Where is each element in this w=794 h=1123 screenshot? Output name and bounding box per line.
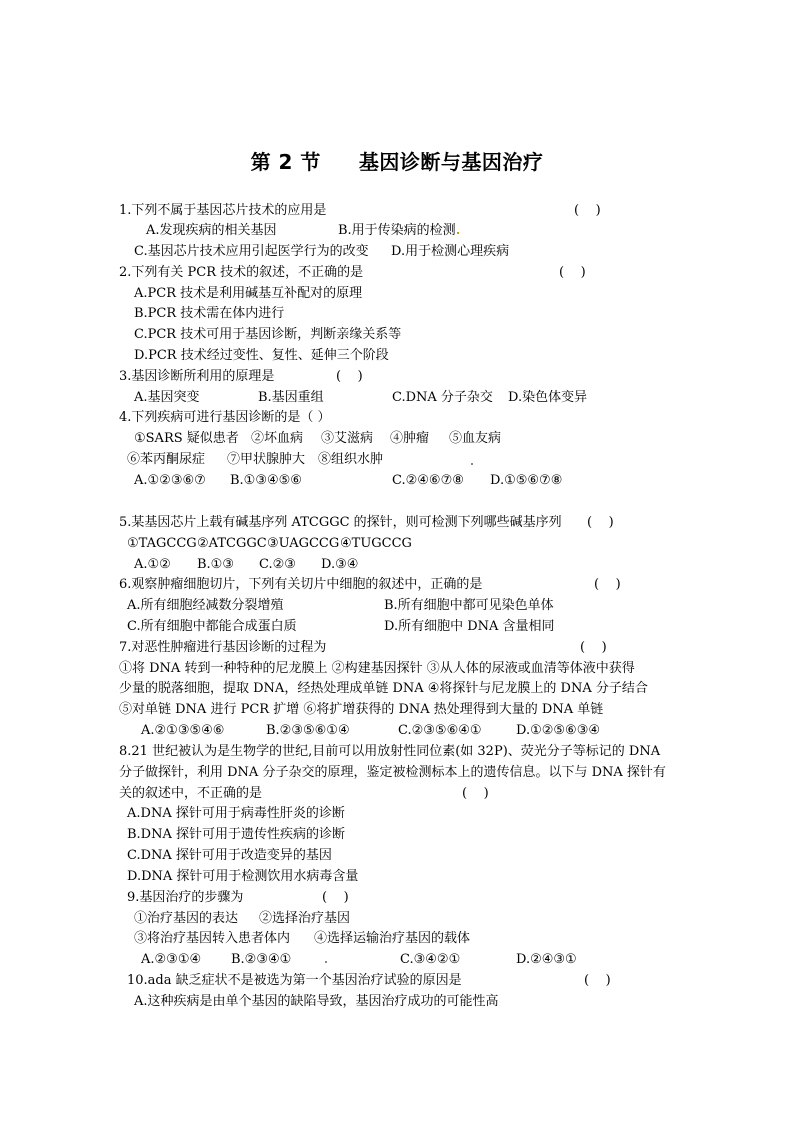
option-cell: ③UAGCCG: [267, 536, 340, 551]
option-cell: D.染色体变异: [508, 390, 588, 405]
question-line-q1-ab: [146, 222, 666, 240]
option-cell: B.所有细胞中都可见染色单体: [384, 598, 554, 613]
question-line-q7-opts: [141, 722, 661, 740]
question-line-q4-items1: [134, 430, 654, 448]
option-cell: D.用于检测心理疾病: [391, 244, 510, 259]
question-line-q10-a: [134, 993, 499, 1011]
answer-bracket: ( ): [322, 890, 349, 905]
option-cell: ⑧组织水肿: [318, 452, 384, 467]
option-cell: ⑥苯丙酮尿症: [127, 452, 206, 467]
line-text: B.DNA 探针可用于遗传性疾病的诊断: [127, 827, 346, 842]
line-text: 4.下列疾病可进行基因诊断的是（ ）: [119, 410, 331, 425]
question-line-q7-l3: [119, 701, 603, 719]
answer-bracket: ( ): [462, 786, 489, 801]
option-cell: D.①⑤⑥⑦⑧: [490, 473, 563, 488]
question-line-q4: [119, 409, 331, 427]
option-cell: B.①③④⑤⑥: [230, 473, 302, 488]
line-text: 关的叙述中，不正确的是: [119, 786, 263, 801]
question-line-q7-l2: [119, 680, 648, 698]
question-line-q2-d: [134, 347, 389, 365]
line-text: 分子做探针，利用 DNA 分子杂交的原理，鉴定被检测标本上的遗传信息。以下与 DNA 探针有: [119, 765, 666, 780]
question-line-q2-b: [134, 305, 284, 323]
option-cell: ②选择治疗基因: [259, 911, 351, 926]
line-text: B.PCR 技术需在体内进行: [134, 306, 285, 321]
question-line-q7-l1: [119, 660, 635, 678]
option-cell: C.基因芯片技术应用引起医学行为的改变: [134, 244, 369, 259]
question-line-q2-c: [134, 326, 401, 344]
question-line-q9-items2: [134, 930, 654, 948]
line-text: C.PCR 技术可用于基因诊断，判断亲缘关系等: [134, 327, 402, 342]
option-cell: B.用于传染病的检测: [338, 223, 456, 238]
option-cell: B.②③⑤⑥①④: [266, 723, 350, 738]
question-line-q4-opts: [134, 472, 654, 490]
answer-bracket: ( ): [584, 973, 611, 988]
answer-bracket: ( ): [580, 640, 607, 655]
line-text: ⑤对单链 DNA 进行 PCR 扩增 ⑥将扩增获得的 DNA 热处理得到大量的 DNA 单链: [119, 702, 604, 717]
line-text: 1.下列不属于基因芯片技术的应用是: [119, 203, 327, 218]
question-line-q8-a: [127, 805, 345, 823]
question-line-q2-a: [134, 285, 362, 303]
option-cell: ⑦甲状腺肿大: [227, 452, 306, 467]
answer-bracket: ( ): [587, 515, 614, 530]
line-text: 2.下列有关 PCR 技术的叙述，不正确的是: [119, 265, 364, 280]
option-cell: A.发现疾病的相关基因: [146, 223, 277, 238]
option-cell: ④选择运输治疗基因的载体: [314, 931, 471, 946]
option-cell: ②ATCGGC: [197, 536, 267, 551]
stray-mark: [471, 463, 473, 465]
question-line-q6-ab: [127, 597, 647, 615]
option-cell: D.所有细胞中 DNA 含量相同: [384, 619, 555, 634]
question-line-q8-l3: [119, 785, 262, 803]
question-line-q3-opts: [134, 389, 654, 407]
question-line-q9-opts: [141, 951, 661, 969]
option-cell: B.基因重组: [258, 390, 324, 405]
option-cell: ④肿瘤: [390, 431, 430, 446]
line-text: A.这种疾病是由单个基因的缺陷导致，基因治疗成功的可能性高: [134, 994, 499, 1009]
line-text: 8.21 世纪被认为是生物学的世纪,目前可以用放射性同位素(如 32P)、荧光分子等标记的 DNA: [119, 744, 661, 759]
option-cell: C.DNA 分子杂交: [392, 390, 493, 405]
question-line-q8-c: [127, 847, 332, 865]
question-line-q8-l2: [119, 764, 666, 782]
question-line-q9-items1: [134, 910, 654, 928]
question-line-q6: [119, 576, 482, 594]
line-text: D.DNA 探针可用于检测饮用水病毒含量: [127, 869, 359, 884]
stray-mark: [457, 232, 459, 234]
question-line-q2: [119, 264, 363, 282]
line-text: 10.ada 缺乏症状不是被选为第一个基因治疗试验的原因是: [127, 973, 462, 988]
option-cell: A.②①③⑤④⑥: [141, 723, 225, 738]
option-cell: C.③④②①: [400, 952, 461, 967]
question-line-q4-items2: [127, 451, 647, 469]
option-cell: ①TAGCCG: [127, 536, 197, 551]
question-line-q6-cd: [127, 618, 647, 636]
option-cell: D.③④: [321, 557, 359, 572]
line-text: 3.基因诊断所利用的原理是: [119, 369, 275, 384]
question-line-q7: [119, 639, 326, 657]
option-cell: D.②④③①: [516, 952, 577, 967]
option-cell: ⑤血友病: [449, 431, 502, 446]
question-line-q9: [127, 889, 243, 907]
question-line-q10: [127, 972, 462, 990]
answer-bracket: ( ): [559, 265, 586, 280]
option-cell: B.②③④①: [231, 952, 292, 967]
line-text: C.DNA 探针可用于改造变异的基因: [127, 848, 332, 863]
line-text: 9.基因治疗的步骤为: [127, 890, 244, 905]
option-cell: C.所有细胞中都能合成蛋白质: [127, 619, 297, 634]
line-text: 7.对恶性肿瘤进行基因诊断的过程为: [119, 640, 327, 655]
option-cell: ①治疗基因的表达: [134, 911, 239, 926]
option-cell: ③将治疗基因转入患者体内: [134, 931, 291, 946]
question-line-q1-cd: [134, 243, 654, 261]
option-cell: B.①③: [197, 557, 234, 572]
option-cell: A.①②: [134, 557, 171, 572]
question-line-q8-b: [127, 826, 345, 844]
stray-mark: [325, 961, 327, 963]
question-line-q5: [119, 514, 562, 532]
answer-bracket: ( ): [574, 203, 601, 218]
option-cell: ③艾滋病: [321, 431, 374, 446]
answer-bracket: ( ): [594, 577, 621, 592]
option-cell: ①SARS 疑似患者: [134, 431, 239, 446]
page-title: [0, 146, 794, 175]
option-cell: A.②③①④: [141, 952, 202, 967]
answer-bracket: ( ): [336, 369, 363, 384]
question-line-q5-items: [127, 535, 647, 553]
option-cell: A.所有细胞经减数分裂增殖: [127, 598, 284, 613]
option-cell: A.基因突变: [134, 390, 200, 405]
option-cell: D.①②⑤⑥③④: [516, 723, 601, 738]
line-text: ①将 DNA 转到一种特种的尼龙膜上 ②构建基因探针 ③从人体的尿液或血清等体液中获得: [119, 661, 635, 676]
question-line-q3: [119, 368, 274, 386]
option-cell: C.②④⑥⑦⑧: [392, 473, 464, 488]
question-line-q1: [119, 202, 326, 220]
question-line-q8-l1: [119, 743, 660, 761]
option-cell: C.②③⑤⑥④①: [398, 723, 482, 738]
option-cell: ④TUGCCG: [340, 536, 412, 551]
line-text: 6.观察肿瘤细胞切片，下列有关切片中细胞的叙述中，正确的是: [119, 577, 483, 592]
section-number: 第 2 节: [250, 150, 321, 174]
section-name: 基因诊断与基因治疗: [358, 150, 544, 174]
line-text: 5.某基因芯片上载有碱基序列 ATCGGC 的探针，则可检测下列哪些碱基序列: [119, 515, 562, 530]
line-text: A.PCR 技术是利用碱基互补配对的原理: [134, 286, 363, 301]
question-line-q8-d: [127, 868, 358, 886]
line-text: 少量的脱落细胞，提取 DNA，经热处理成单链 DNA ④将探针与尼龙膜上的 DNA 分子结合: [119, 681, 648, 696]
question-line-q5-opts: [134, 556, 654, 574]
option-cell: C.②③: [259, 557, 296, 572]
option-cell: ②坏血病: [251, 431, 304, 446]
option-cell: A.①②③⑥⑦: [134, 473, 206, 488]
line-text: A.DNA 探针可用于病毒性肝炎的诊断: [127, 806, 345, 821]
line-text: D.PCR 技术经过变性、复性、延伸三个阶段: [134, 348, 389, 363]
